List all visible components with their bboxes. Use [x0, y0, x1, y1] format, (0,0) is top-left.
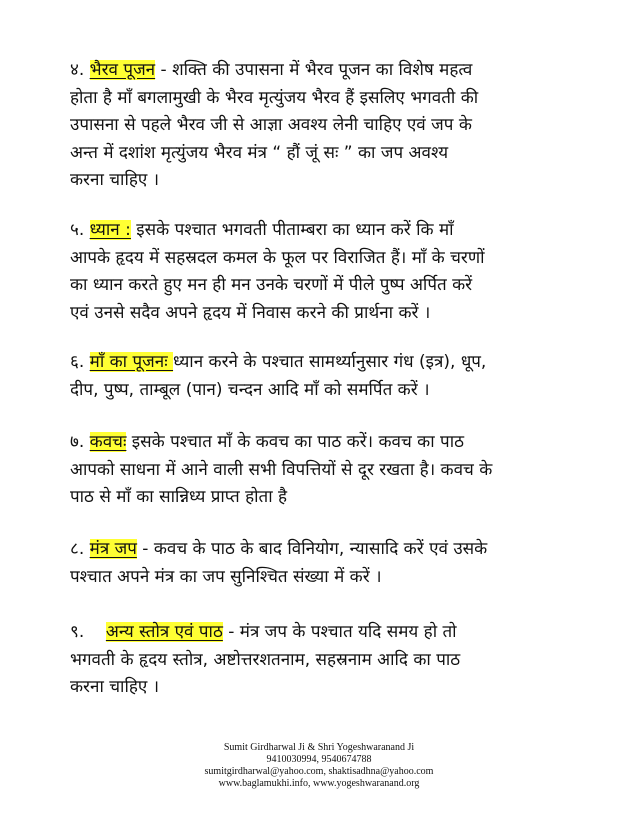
section-line: भगवती के हृदय स्तोत्र, अष्टोत्तरशतनाम, सहस्रनाम आदि का पाठ [70, 649, 461, 670]
section-line: का ध्यान करते हुए मन ही मन उनके चरणों में पीले पुष्प अर्पित करें [70, 275, 473, 295]
section-line: पश्चात अपने मंत्र का जप सुनिश्चित संख्या में करें । [70, 566, 382, 587]
section-line: आपके हृदय में सहस्रदल कमल के फूल पर विराजित हैं। माँ के चरणों [70, 247, 485, 268]
section-bhairav-pujan [70, 57, 570, 195]
footer-emails: sumitgirdharwal@yahoo.com, shaktisadhna@yahoo.com [204, 766, 434, 777]
section-dhyan [70, 217, 570, 327]
section-heading: माँ का पूजनः [89, 352, 174, 372]
section-line: दीप, पुष्प, ताम्बूल (पान) चन्दन आदि माँ को समर्पित करें । [70, 379, 430, 400]
section-line: एवं उनसे सदैव अपने हृदय में निवास करने की प्रार्थना करें । [70, 302, 431, 323]
section-first-line [70, 349, 570, 377]
section-text: ध्यान करने के पश्चात सामर्थ्यानुसार गंध (इत्र), धूप, [173, 352, 487, 372]
section-line: करना चाहिए । [70, 677, 160, 697]
section-text: इसके पश्चात भगवती पीताम्बरा का ध्यान करें कि माँ [130, 220, 454, 240]
section-heading: कवचः [89, 432, 127, 452]
section-line: करना चाहिए । [70, 170, 160, 190]
section-text: इसके पश्चात माँ के कवच का पाठ करें। कवच का पाठ [126, 432, 464, 452]
section-number: ५. [70, 220, 85, 240]
section-line: उपासना से पहले भैरव जी से आज्ञा अवश्य लेनी चाहिए एवं जप के [70, 115, 472, 135]
section-mantra-jap [70, 536, 570, 591]
section-first-line [70, 619, 570, 647]
section-text: - कवच के पाठ के बाद विनियोग, न्यासादि करें एवं उसके [136, 539, 488, 559]
section-first-line [70, 536, 570, 564]
footer [0, 742, 638, 790]
section-anya-stotra [70, 619, 570, 702]
section-number: ४. [70, 60, 85, 80]
section-heading: अन्य स्तोत्र एवं पाठ [105, 622, 223, 642]
section-line: आपको साधना में आने वाली सभी विपत्तियों से दूर रखता है। कवच के [70, 459, 493, 480]
section-heading: ध्यान : [89, 220, 131, 240]
section-maa-ka-pujan [70, 349, 570, 404]
section-first-line [70, 217, 570, 245]
footer-phone: 9410030994, 9540674788 [266, 754, 372, 765]
footer-authors: Sumit Girdharwal Ji & Shri Yogeshwaranand Ji [223, 742, 415, 753]
section-number: ९. [70, 622, 85, 642]
section-number: ८. [70, 539, 85, 559]
section-number: ७. [70, 432, 85, 452]
section-kavach [70, 429, 570, 512]
section-first-line [70, 57, 570, 85]
section-line: अन्त में दशांश मृत्युंजय भैरव मंत्र “ हौं जूं सः ” का जप अवश्य [70, 142, 449, 163]
section-number: ६. [70, 352, 85, 372]
section-line: पाठ से माँ का सान्निध्य प्राप्त होता है [70, 487, 288, 507]
section-line: होता है माँ बगलामुखी के भैरव मृत्युंजय भैरव हैं इसलिए भगवती की [70, 87, 479, 108]
section-heading: मंत्र जप [89, 539, 137, 559]
footer-websites: www.baglamukhi.info, www.yogeshwaranand.org [218, 778, 420, 789]
section-text: - मंत्र जप के पश्चात यदि समय हो तो [222, 622, 457, 642]
section-heading: भैरव पूजन [89, 60, 156, 80]
section-text: - शक्ति की उपासना में भैरव पूजन का विशेष महत्व [155, 60, 473, 80]
section-first-line [70, 429, 570, 457]
